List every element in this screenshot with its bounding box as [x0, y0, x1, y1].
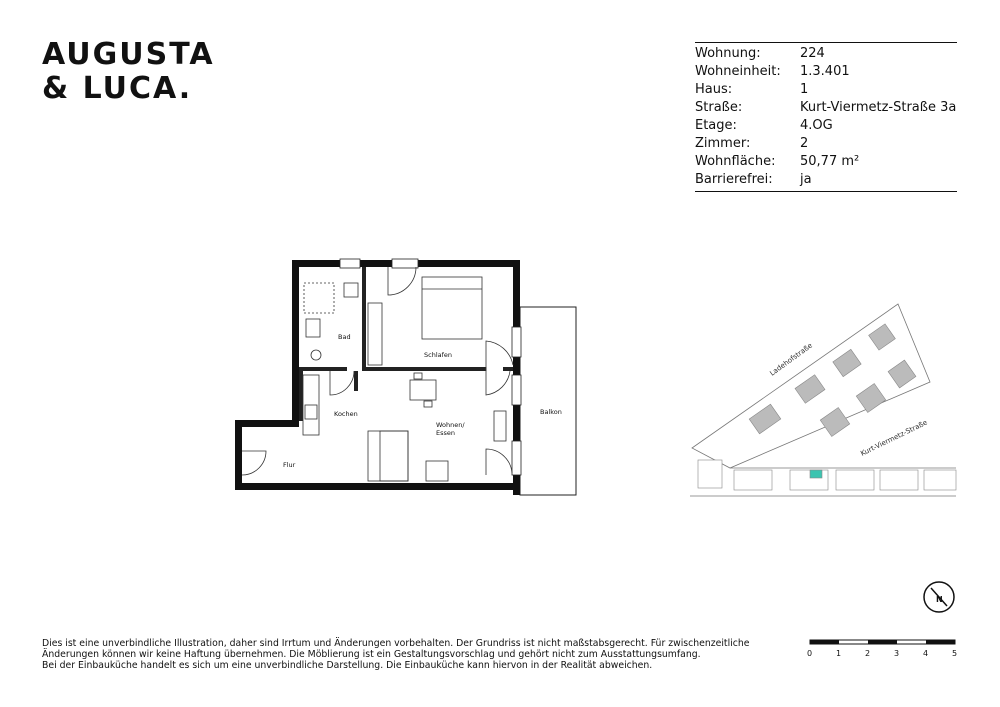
highlighted-apartment — [810, 470, 822, 478]
logo — [42, 38, 215, 106]
info-row: Wohnfläche: 50,77 m² — [695, 154, 860, 169]
info-row: Barrierefrei: ja — [695, 172, 812, 187]
info-row: Wohneinheit: 1.3.401 — [695, 64, 850, 79]
info-row: Etage: 4.OG — [695, 118, 833, 133]
wardrobe — [368, 303, 382, 365]
bathroom-fixtures — [304, 283, 358, 360]
scale-label: 5 — [952, 649, 958, 658]
disclaimer-line: Dies ist eine unverbindliche Illustration, daher sind Irrtum und Änderungen vorbehalten. Der Grundriss ist nicht maßstabsgerecht. Für zwischenzeitliche — [42, 638, 750, 649]
room-label-bad: Bad — [338, 333, 351, 341]
street-label-ladehofstrasse: Ladehofstraße — [768, 341, 814, 378]
logo-line-2: & LUCA. — [42, 71, 193, 106]
site-outline — [690, 304, 956, 496]
kitchen — [303, 375, 319, 435]
floor-plan — [230, 255, 600, 505]
room-label-schlafen: Schlafen — [424, 351, 453, 359]
interior-walls — [299, 267, 513, 421]
site-plan — [690, 300, 960, 500]
bed — [422, 277, 482, 339]
buildings — [749, 324, 916, 437]
scale-label: 2 — [865, 649, 871, 658]
disclaimer-line: Änderungen können wir keine Haftung übernehmen. Die Möblierung ist ein Gestaltungsvorschlag und gehört nicht zum Ausstattungsumfang. — [42, 649, 701, 660]
scale-label: 3 — [894, 649, 900, 658]
scale-bar — [805, 636, 965, 662]
compass-icon — [922, 580, 956, 614]
scale-label: 1 — [836, 649, 842, 658]
info-row: Haus: 1 — [695, 82, 809, 97]
logo-line-1: AUGUSTA — [42, 37, 215, 72]
room-label-flur: Flur — [283, 461, 296, 469]
room-label-balkon: Balkon — [540, 408, 562, 416]
street-label-kurt-viermetz-strasse: Kurt-Viermetz-Straße — [859, 418, 929, 458]
room-label-kochen: Kochen — [334, 410, 358, 418]
room-label-essen: Essen — [436, 429, 455, 437]
scale-label: 4 — [923, 649, 929, 658]
disclaimer-line: Bei der Einbauküche handelt es sich um eine unverbindliche Darstellung. Die Einbauküche kann hiervon in der Realität abweichen. — [42, 660, 653, 671]
outer-walls — [235, 260, 520, 495]
info-row: Straße: Kurt-Viermetz-Straße 3a — [695, 100, 957, 115]
dining-table — [410, 373, 436, 407]
compass-letter: N — [936, 595, 943, 604]
room-label-wohnen: Wohnen/ — [436, 421, 465, 429]
row-houses — [698, 460, 956, 490]
disclaimer — [42, 638, 762, 671]
info-row: Zimmer: 2 — [695, 136, 809, 151]
balcony-outline — [520, 307, 576, 495]
apartment-info-table — [695, 42, 957, 192]
info-row: Wohnung: 224 — [695, 46, 825, 61]
scale-label: 0 — [807, 649, 813, 658]
